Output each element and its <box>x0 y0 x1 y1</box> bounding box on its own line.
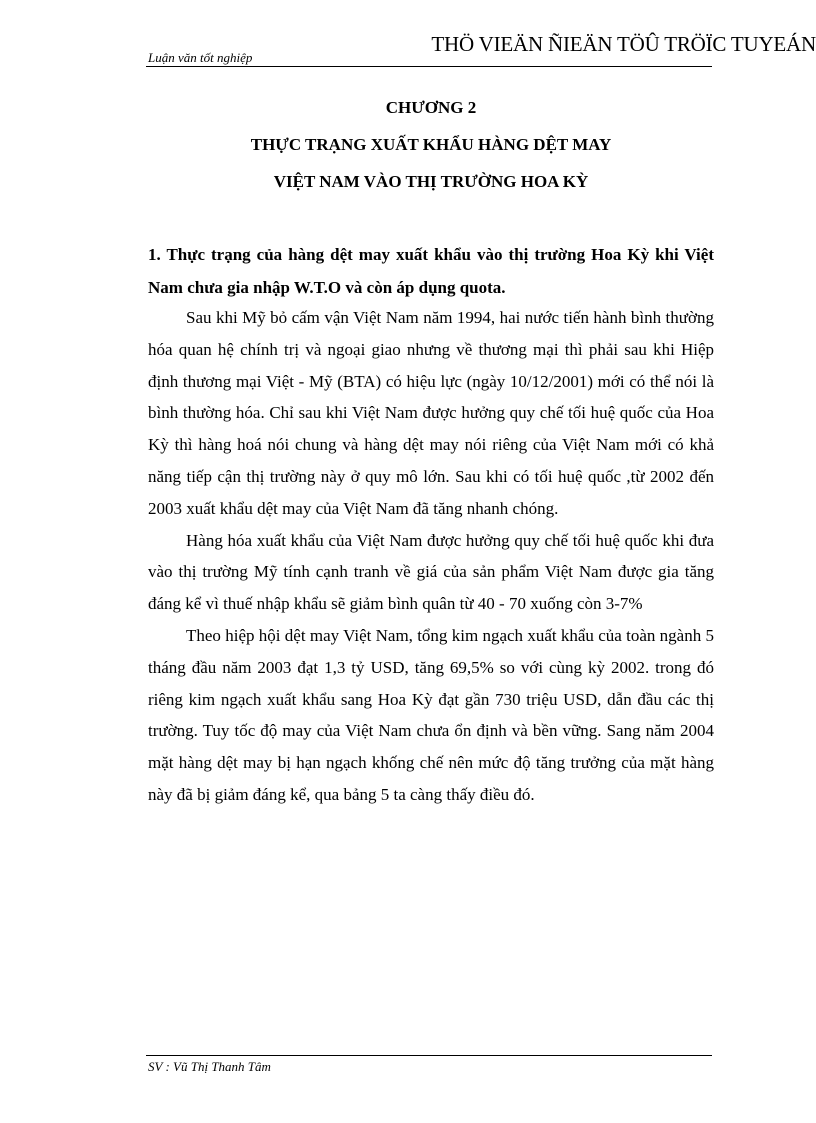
footer-student-name: SV : Vũ Thị Thanh Tâm <box>148 1059 271 1074</box>
chapter-title-line1: THỰC TRẠNG XUẤT KHẨU HÀNG DỆT MAY <box>250 135 612 154</box>
section-heading: 1. Thực trạng của hàng dệt may xuất khẩu vào thị trường Hoa Kỳ khi Việt Nam chưa gia nhập W.T.O và còn áp dụng quota. <box>148 245 714 297</box>
body-text <box>148 302 714 811</box>
header-library-label: THÖ VIEÄN ÑIEÄN TÖÛ TRÖÏC TUYEÁN <box>431 32 816 56</box>
chapter-number: CHƯƠNG 2 <box>385 98 477 117</box>
footer-divider <box>146 1055 712 1056</box>
chapter-title-line2: VIỆT NAM VÀO THỊ TRƯỜNG HOA KỲ <box>273 172 589 191</box>
header-divider <box>146 66 712 67</box>
header-thesis-label: Luận văn tốt nghiệp <box>148 50 253 65</box>
paragraph: Sau khi Mỹ bỏ cấm vận Việt Nam năm 1994, hai nước tiến hành bình thường hóa quan hệ chính trị và ngoại giao nhưng về thương mại thì phải sau khi Hiệp định thương mại Việt - Mỹ (BTA) có hiệu lực (ngày 10/12/2001) mới có thể nói là bình thường hóa. Chỉ sau khi Việt Nam được hưởng quy chế tối huệ quốc của Hoa Kỳ thì hàng hoá nói chung và hàng dệt may nói riêng của Việt Nam mới có khả năng tiếp cận thị trường này ở quy mô lớn. Sau khi có tối huệ quốc ,từ 2002 đến 2003 xuất khẩu dệt may của Việt Nam đã tăng nhanh chóng. <box>148 308 714 518</box>
paragraph: Hàng hóa xuất khẩu của Việt Nam được hưởng quy chế tối huệ quốc khi đưa vào thị trường Mỹ tính cạnh tranh về giá của sản phẩm Việt Nam được gia tăng đáng kể vì thuế nhập khẩu sẽ giảm bình quân từ 40 - 70 xuống còn 3-7% <box>148 530 714 614</box>
paragraph: Theo hiệp hội dệt may Việt Nam, tổng kim ngạch xuất khẩu của toàn ngành 5 tháng đầu năm 2003 đạt 1,3 tỷ USD, tăng 69,5% so với cùng kỳ 2002. trong đó riêng kim ngạch xuất khẩu sang Hoa Kỳ đạt gần 730 triệu USD, dẫn đầu các thị trường. Tuy tốc độ may của Việt Nam chưa ổn định và bền vững. Sang năm 2004 mặt hàng dệt may bị hạn ngạch khống chế nên mức độ tăng trưởng của mặt hàng này đã bị giảm đáng kể, qua bảng 5 ta càng thấy điều đó. <box>148 625 714 804</box>
